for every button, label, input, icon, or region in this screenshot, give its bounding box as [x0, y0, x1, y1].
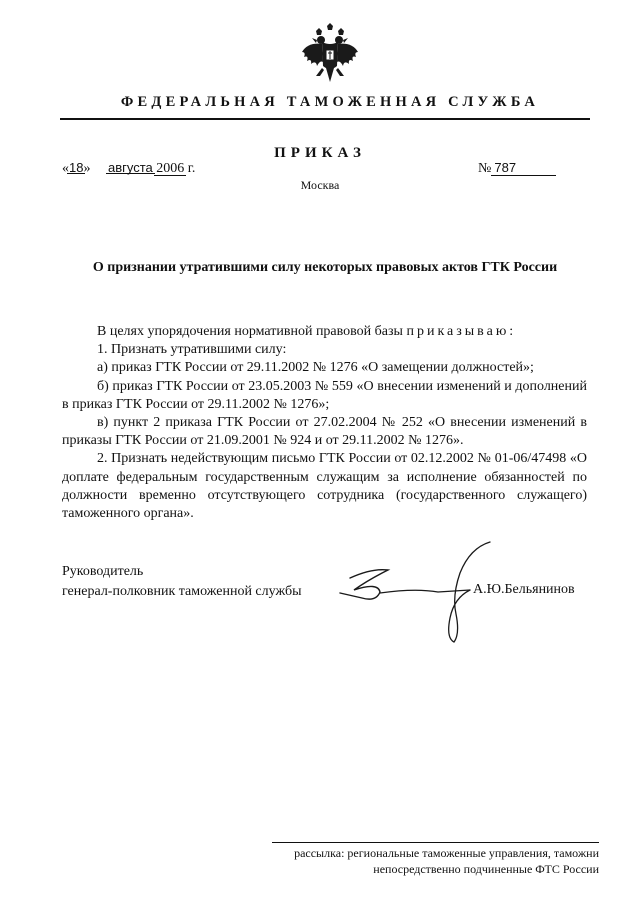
body-item-1c: в) пункт 2 приказа ГТК России от 27.02.2004 № 252 «О внесении изменений в приказы ГТК России от 21.09.2001 № 924 и от 29.11.2002 № 1276».	[62, 415, 587, 449]
order-number	[478, 160, 556, 177]
order-subject: О признании утратившими силу некоторых правовых актов ГТК России	[92, 260, 558, 275]
signatory-title-line2: генерал-полковник таможенной службы	[62, 584, 302, 599]
date-open-quote: «	[62, 161, 69, 176]
order-body	[62, 323, 587, 523]
order-number-value: 787	[491, 160, 556, 176]
signatory-name: А.Ю.Бельянинов	[473, 582, 575, 597]
coat-of-arms-emblem	[300, 22, 360, 88]
header-rule	[60, 118, 590, 120]
order-number-prefix: №	[478, 161, 492, 176]
date-year: 2006	[156, 161, 185, 176]
agency-name: ФЕДЕРАЛЬНАЯ ТАМОЖЕННАЯ СЛУЖБА	[120, 94, 540, 110]
body-item-1: 1. Признать утратившими силу:	[97, 342, 287, 358]
document-title: ПРИКАЗ	[274, 145, 366, 161]
distribution-list	[266, 845, 599, 877]
body-item-1a: а) приказ ГТК России от 29.11.2002 № 1276 «О замещении должностей»;	[97, 360, 534, 376]
distribution-line1: рассылка: региональные таможенные управления, таможни	[294, 846, 599, 860]
body-item-1b: б) приказ ГТК России от 23.05.2003 № 559 «О внесении изменений и дополнений в приказ ГТК России от 29.11.2002 № 1276»;	[62, 378, 587, 412]
footer-rule	[272, 842, 599, 843]
date-close-quote: »	[83, 161, 91, 176]
intro-verb: приказываю:	[406, 324, 517, 339]
intro-text: В целях упорядочения нормативной правовой базы	[97, 324, 403, 339]
date-year-suffix: г.	[187, 161, 196, 176]
body-intro	[62, 323, 587, 341]
signatory-title	[62, 562, 301, 602]
order-city: Москва	[300, 178, 340, 192]
signatory-title-line1: Руководитель	[62, 564, 144, 579]
date-month: августа	[107, 160, 153, 175]
distribution-line2: непосредственно подчиненные ФТС России	[373, 862, 599, 876]
body-item-2: 2. Признать недействующим письмо ГТК России от 02.12.2002 № 01-06/47498 «О доплате федеральным государственным служащим за исполнение обязанностей по должности временно отсутствующего сотрудника (государственного служащего) таможенного органа».	[62, 451, 587, 522]
order-date	[62, 160, 195, 177]
date-day: 18	[69, 160, 84, 175]
